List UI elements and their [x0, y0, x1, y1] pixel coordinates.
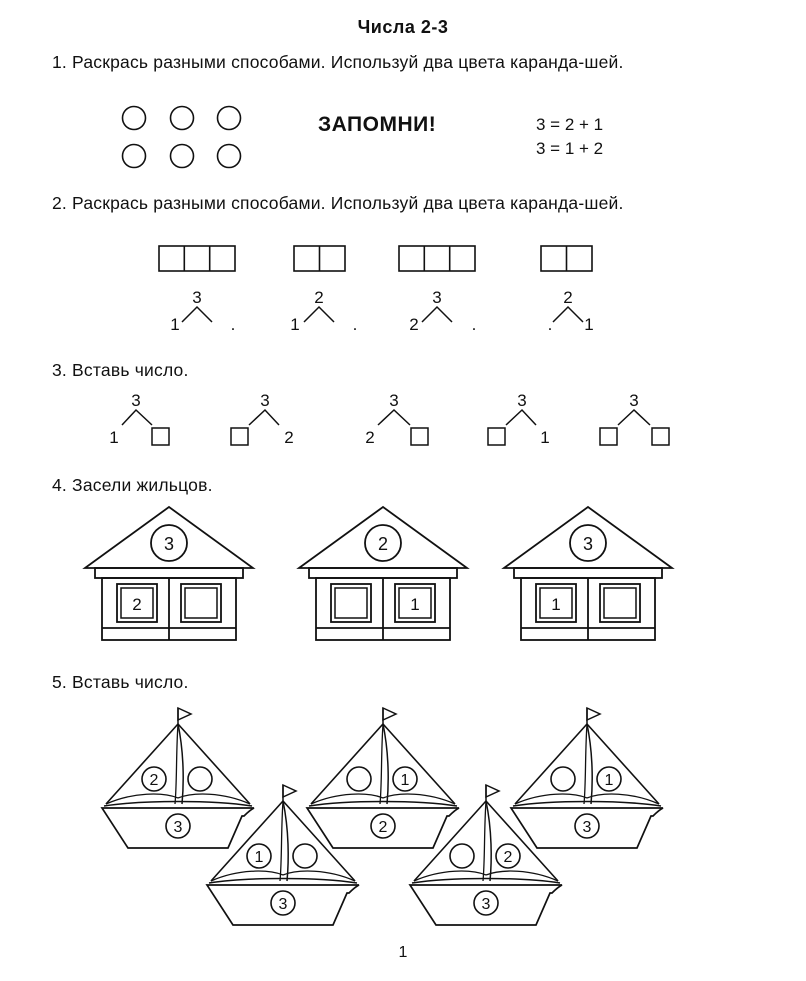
boat [410, 785, 562, 925]
tree-right-number: 2 [284, 428, 294, 447]
boat [307, 708, 459, 848]
tree-left-number: 2 [365, 428, 375, 447]
tree-left-number: . [547, 315, 553, 334]
task-3-figures [0, 385, 806, 455]
circle[interactable] [171, 145, 194, 168]
equation-line: 3 = 2 + 1 [536, 115, 604, 134]
number-tree [548, 288, 594, 334]
circle[interactable] [171, 107, 194, 130]
boats [0, 700, 806, 935]
tree-right-number: . [352, 315, 358, 334]
house-right-window-number: 1 [410, 595, 420, 614]
boat-hull-number: 2 [378, 819, 388, 836]
number-tree [231, 391, 294, 447]
tree-top-number: 2 [563, 288, 573, 307]
number-tree [488, 391, 550, 447]
answer-box[interactable] [411, 428, 428, 445]
boat-left-circle-number: 1 [254, 849, 264, 866]
boat-right-circle-number: 1 [604, 772, 614, 789]
circles-grid [110, 100, 250, 175]
boat-hull-number: 3 [582, 819, 592, 836]
house-left-window-number: 2 [132, 595, 142, 614]
task-2-figures [0, 240, 806, 340]
remember-heading: ЗАПОМНИ! [318, 113, 437, 136]
number-tree [290, 288, 357, 334]
number-tree [365, 391, 428, 447]
page-number: 1 [398, 944, 408, 961]
boat-right-circle-number: 2 [503, 849, 513, 866]
circle[interactable] [218, 107, 241, 130]
tree-right-number: 1 [584, 315, 594, 334]
boat-hull-number: 3 [481, 896, 491, 913]
cell-strip[interactable] [399, 246, 475, 271]
tree-top-number: 3 [517, 391, 527, 410]
answer-box[interactable] [488, 428, 505, 445]
number-tree [600, 391, 669, 445]
boat-hull-number: 3 [173, 819, 183, 836]
task-5-instruction: 5. Вставь число. [52, 672, 189, 692]
house-roof-number: 3 [582, 534, 594, 554]
tree-top-number: 3 [260, 391, 270, 410]
tree-left-number: 1 [170, 315, 180, 334]
answer-box[interactable] [152, 428, 169, 445]
page-title: Числа 2-3 [357, 17, 449, 37]
task-4-instruction: 4. Засели жильцов. [52, 475, 213, 495]
equation-line: 3 = 1 + 2 [536, 139, 604, 158]
tree-top-number: 3 [131, 391, 141, 410]
circle[interactable] [218, 145, 241, 168]
answer-box[interactable] [600, 428, 617, 445]
task-1-instruction: 1. Раскрась разными способами. Используй два цвета каранда-шей. [52, 52, 624, 72]
number-tree [170, 288, 235, 334]
tree-top-number: 3 [432, 288, 442, 307]
boat-hull-number: 3 [278, 896, 288, 913]
boat [511, 708, 663, 848]
task-2-instruction: 2. Раскрась разными способами. Используй два цвета каранда-шей. [52, 193, 624, 213]
boat [207, 785, 359, 925]
houses [0, 500, 806, 650]
tree-top-number: 2 [314, 288, 324, 307]
tree-left-number: 2 [409, 315, 419, 334]
cell-strip[interactable] [294, 246, 345, 271]
house-left-window-number: 1 [551, 595, 561, 614]
boat [102, 708, 254, 848]
tree-right-number: . [471, 315, 477, 334]
tree-right-number: 1 [540, 428, 550, 447]
tree-left-number: 1 [290, 315, 300, 334]
task-3-instruction: 3. Вставь число. [52, 360, 189, 380]
house [504, 507, 672, 640]
number-tree [109, 391, 169, 447]
circle[interactable] [123, 145, 146, 168]
house-roof-number: 3 [163, 534, 175, 554]
tree-left-number: 1 [109, 428, 119, 447]
number-tree [409, 288, 476, 334]
boat-right-circle-number: 1 [400, 772, 410, 789]
tree-top-number: 3 [192, 288, 202, 307]
boat-left-circle-number: 2 [149, 772, 159, 789]
house [85, 507, 253, 640]
answer-box[interactable] [231, 428, 248, 445]
house-roof-number: 2 [377, 534, 389, 554]
circle[interactable] [123, 107, 146, 130]
house [299, 507, 467, 640]
cell-strip[interactable] [159, 246, 235, 271]
tree-top-number: 3 [629, 391, 639, 410]
tree-top-number: 3 [389, 391, 399, 410]
tree-right-number: . [230, 315, 236, 334]
cell-strip[interactable] [541, 246, 592, 271]
answer-box[interactable] [652, 428, 669, 445]
